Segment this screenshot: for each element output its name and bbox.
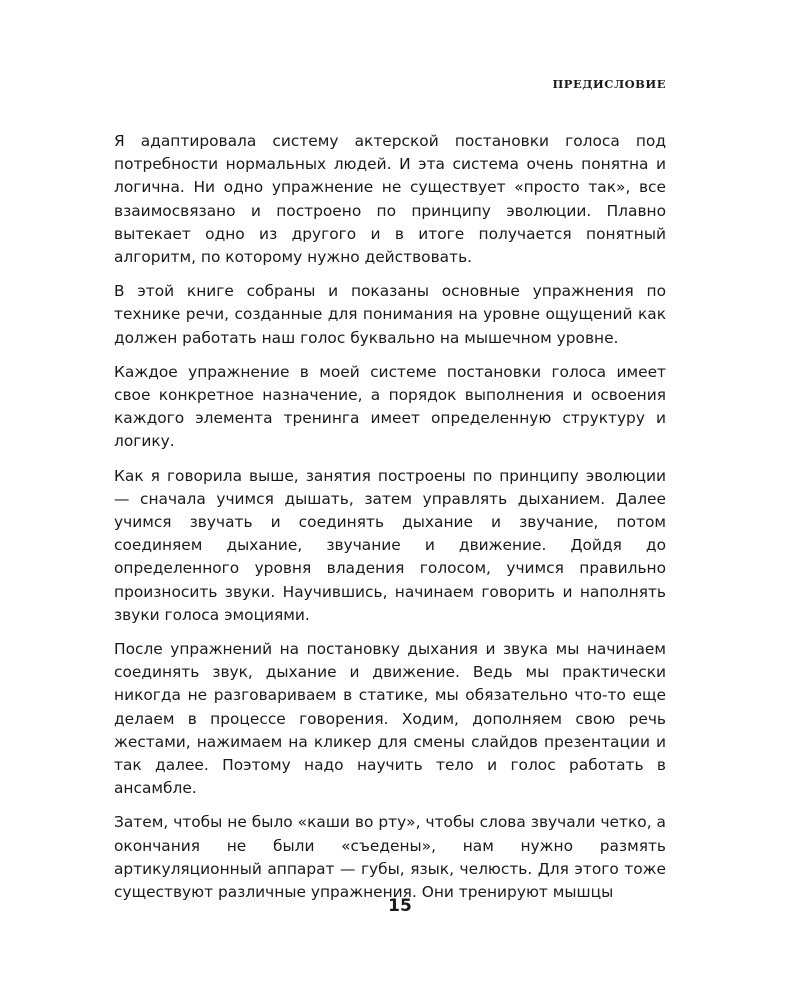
paragraph-3: Каждое упражнение в моей системе постановки голоса имеет свое конкретное назначение, а порядок выполнения и освоения каждого элемента тренинга имеет определенную структуру и логику. (114, 362, 666, 451)
paragraph-2: В этой книге собраны и показаны основные упражнения по технике речи, созданные для понимания на уровне ощущений как должен работать наш голос буквально на мышечном уровне. (114, 282, 666, 347)
paragraph-1: Я адаптировала систему актерской постановки голоса под потребности нормальных людей. И эта система очень понятна и логична. Ни одно упражнение не существует «просто так», все взаимосвязано и построено по принципу эволюции. Плавно вытекает одно из другого и в итоге получается понятный алгоритм, по которому нужно действовать. (114, 132, 666, 267)
page-number: 15 (388, 896, 412, 916)
paragraph-4: Как я говорила выше, занятия построены по принципу эволюции — сначала учимся дышать, затем управлять дыханием. Далее учимся звучать и соединять дыхание и звучание, потом соединяем дыхание, звучание и движение. Дойдя до определенного уровня владения голосом, учимся правильно произносить звуки. Научившись, начинаем говорить и наполнять звуки голоса эмоциями. (114, 466, 666, 624)
running-header: ПРЕДИСЛОВИЕ (552, 77, 666, 91)
paragraph-5: После упражнений на постановку дыхания и звука мы начинаем соединять звук, дыхание и движение. Ведь мы практически никогда не разговариваем в статике, мы обязательно что-то еще делаем в процессе говорения. Ходим, дополняем свою речь жестами, нажимаем на кликер для смены слайдов презентации и так далее. Поэтому надо научить тело и голос работать в ансамбле. (114, 640, 666, 798)
body-text (114, 130, 666, 915)
paragraph-6: Затем, чтобы не было «каши во рту», чтобы слова звучали четко, а окончания не были «съедены», нам нужно размять артикуляционный аппарат — губы, язык, челюсть. Для этого тоже существуют различные упражнения. Они тренируют мышцы (114, 813, 666, 902)
